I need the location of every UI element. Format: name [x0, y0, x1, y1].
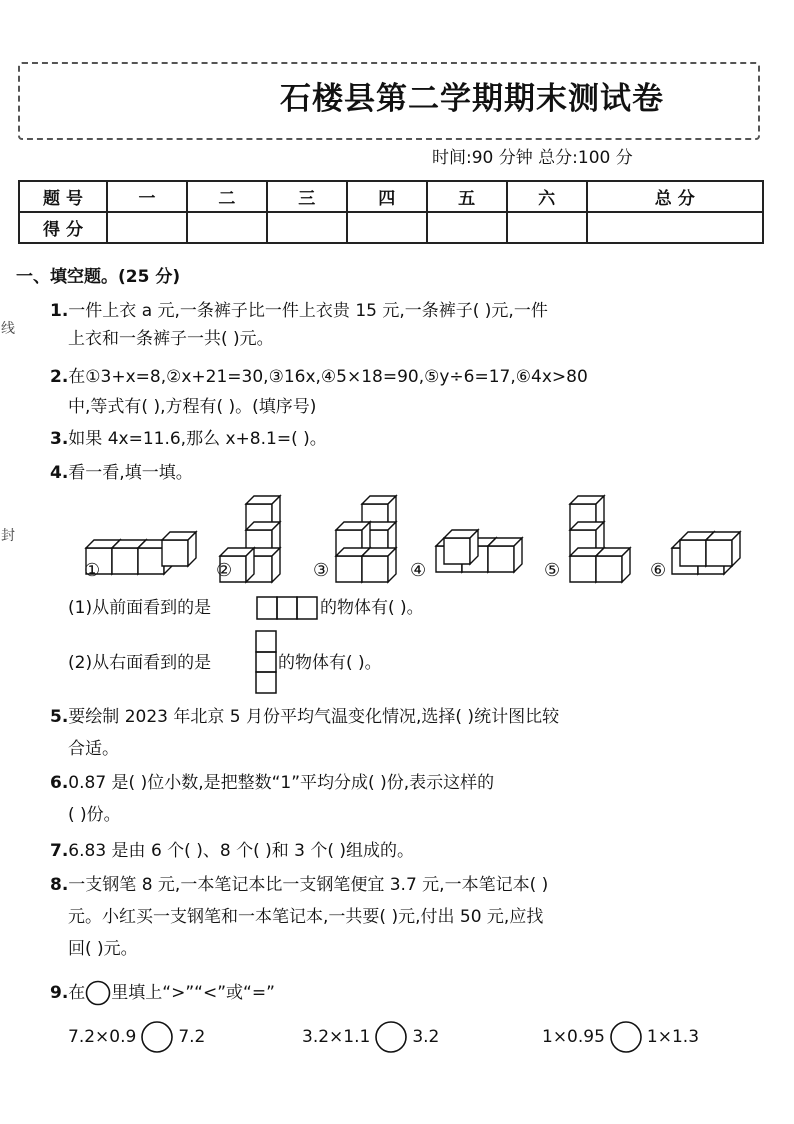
question-8-line2: 元。小红买一支钢笔和一本笔记本,一共要( )元,付出 50 元,应找 [68, 907, 544, 927]
question-4-sub2 [68, 652, 211, 674]
header-cell: 六 [507, 181, 587, 212]
score-cell[interactable] [187, 212, 267, 243]
question-7 [50, 840, 414, 862]
compare-circle[interactable] [609, 1020, 643, 1054]
question-number: 4. [50, 463, 69, 483]
header-cell: 四 [347, 181, 427, 212]
question-number: 3. [50, 429, 69, 449]
score-cell[interactable] [427, 212, 507, 243]
header-cell: 一 [107, 181, 187, 212]
question-5-line2: 合适。 [68, 739, 119, 759]
question-4-sub2-answer: 的物体有( )。 [278, 653, 382, 673]
score-cell[interactable] [347, 212, 427, 243]
question-1 [50, 300, 548, 322]
compare-right: 1×1.3 [646, 1027, 700, 1047]
question-1-line2: 上衣和一条裤子一共( )元。 [68, 329, 274, 349]
compare-right: 7.2 [178, 1027, 206, 1047]
question-2 [50, 366, 588, 388]
compare-circle[interactable] [140, 1020, 174, 1054]
question-text: 一支钢笔 8 元,一本笔记本比一支钢笔便宜 3.7 元,一本笔记本( ) [68, 875, 549, 895]
header-cell: 题 号 [19, 181, 107, 212]
score-row-label: 得 分 [19, 212, 107, 243]
compare-left: 3.2×1.1 [302, 1027, 371, 1047]
header-cell: 总 分 [587, 181, 763, 212]
cube-figure-1 [86, 532, 196, 574]
cube-figure-6 [672, 532, 740, 574]
question-text: 在 [68, 983, 86, 1003]
question-2-line2: 中,等式有( ),方程有( )。(填序号) [68, 397, 317, 417]
page-title: 石楼县第二学期期末测试卷 [280, 81, 664, 117]
question-8 [50, 874, 548, 896]
question-6 [50, 772, 494, 794]
question-number: 8. [50, 875, 69, 895]
question-number: 5. [50, 707, 69, 727]
score-table-score-row [19, 212, 763, 243]
question-text: 如果 4x=11.6,那么 x+8.1=( )。 [68, 429, 327, 449]
header-cell: 二 [187, 181, 267, 212]
question-text: 6.83 是由 6 个( )、8 个( )和 3 个( )组成的。 [68, 841, 415, 861]
section-heading: 一、填空题。(25 分) [16, 267, 181, 287]
score-cell[interactable] [507, 212, 587, 243]
question-4 [50, 462, 193, 484]
compare-left: 7.2×0.9 [68, 1027, 137, 1047]
question-text: 0.87 是( )位小数,是把整数“1”平均分成( )份,表示这样的 [68, 773, 495, 793]
margin-mark: 线 [1, 321, 15, 337]
circle-blank-icon [85, 980, 111, 1006]
figure-label: ④ [410, 560, 427, 581]
question-9 [50, 980, 275, 1006]
score-cell[interactable] [587, 212, 763, 243]
right-view-shape [255, 630, 277, 694]
compare-item [542, 1020, 699, 1054]
question-text: 要绘制 2023 年北京 5 月份平均气温变化情况,选择( )统计图比较 [68, 707, 560, 727]
cube-figure-3 [336, 496, 396, 582]
question-4-sub1 [68, 597, 211, 619]
time-score-info: 时间:90 分钟 总分:100 分 [432, 148, 633, 168]
compare-right: 3.2 [412, 1027, 440, 1047]
sub-question-text: (1)从前面看到的是 [68, 598, 212, 618]
compare-circle[interactable] [374, 1020, 408, 1054]
question-number: 9. [50, 983, 69, 1003]
score-table [18, 180, 764, 244]
question-text: 看一看,填一填。 [68, 463, 193, 483]
score-cell[interactable] [107, 212, 187, 243]
header-cell: 五 [427, 181, 507, 212]
question-5 [50, 706, 559, 728]
question-number: 6. [50, 773, 69, 793]
score-table-header-row [19, 181, 763, 212]
figure-label: ① [84, 560, 101, 581]
sub-question-text: (2)从右面看到的是 [68, 653, 212, 673]
compare-left: 1×0.95 [542, 1027, 605, 1047]
figure-label: ② [216, 560, 233, 581]
question-4-sub1-answer: 的物体有( )。 [320, 598, 424, 618]
figure-label: ③ [313, 560, 330, 581]
figure-label: ⑥ [650, 560, 667, 581]
header-cell: 三 [267, 181, 347, 212]
question-8-line3: 回( )元。 [68, 939, 138, 959]
figure-label: ⑤ [544, 560, 561, 581]
cube-figure-4 [436, 530, 522, 572]
question-6-line2: ( )份。 [68, 805, 121, 825]
question-text: 里填上“>”“<”或“=” [111, 983, 275, 1003]
question-text: 在①3+x=8,②x+21=30,③16x,④5×18=90,⑤y÷6=17,⑥4x>80 [68, 367, 588, 387]
compare-item [302, 1020, 439, 1054]
compare-item [68, 1020, 205, 1054]
question-text: 一件上衣 a 元,一条裤子比一件上衣贵 15 元,一条裤子( )元,一件 [68, 301, 548, 321]
question-number: 1. [50, 301, 69, 321]
question-number: 2. [50, 367, 69, 387]
margin-mark: 封 [1, 528, 15, 544]
question-number: 7. [50, 841, 69, 861]
front-view-shape [256, 596, 318, 620]
score-cell[interactable] [267, 212, 347, 243]
cube-figure-5 [570, 496, 630, 582]
question-3 [50, 428, 327, 450]
